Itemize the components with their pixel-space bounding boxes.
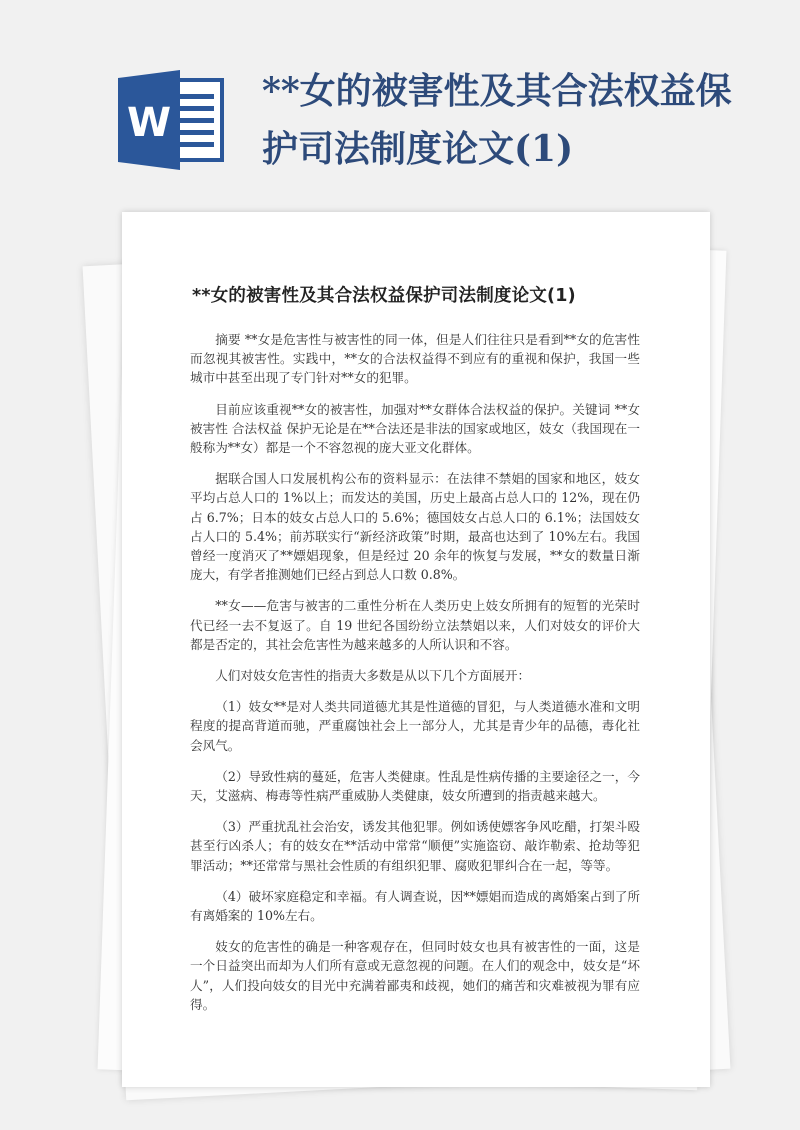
paragraph: 据联合国人口发展机构公布的资料显示：在法律不禁娼的国家和地区，妓女平均占总人口的 1%以上；而发达的美国，历史上最高占总人口的 12%，现在仍占 6.7%；日本的妓女占总人口的 5.6%；德国妓女占总人口的 6.1%；法国妓女占人口的 5.4%；前苏联实行“新经济政策”时期，最高也达到了 10%左右。我国曾经一度消灭了**嫖娼现象，但是经过 20 余年的恢复与发展，**女的数量日渐庞大，有学者推测她们已经占到总人口数 0.8%。 <box>190 471 640 583</box>
document-page <box>122 212 710 1087</box>
document-body <box>190 330 640 1026</box>
paragraph: 摘要 **女是危害性与被害性的同一体，但是人们往往只是看到**女的危害性而忽视其被害性。实践中，**女的合法权益得不到应有的重视和保护，我国一些城市中甚至出现了专门针对**女的犯罪。 <box>190 332 640 386</box>
word-document-icon <box>118 70 228 170</box>
paragraph: **女——危害与被害的二重性分析在人类历史上妓女所拥有的短暂的光荣时代已经一去不复返了。自 19 世纪各国纷纷立法禁娼以来，人们对妓女的评价大都是否定的，其社会危害性为越来越多的人所认识和不容。 <box>190 598 640 652</box>
paragraph: （4）破坏家庭稳定和幸福。有人调查说，因**嫖娼而造成的离婚案占到了所有离婚案的 10%左右。 <box>190 888 640 924</box>
paragraph: 妓女的危害性的确是一种客观存在，但同时妓女也具有被害性的一面，这是一个日益突出而却为人们所有意或无意忽视的问题。在人们的观念中，妓女是“坏人”，人们投向妓女的目光中充满着鄙夷和歧视，她们的痛苦和灾难被视为罪有应得。 <box>190 939 640 1012</box>
paragraph: （1）妓女**是对人类共同道德尤其是性道德的冒犯，与人类道德水准和文明程度的提高背道而驰，严重腐蚀社会上一部分人，尤其是青少年的品德，毒化社会风气。 <box>190 699 640 753</box>
document-title: **女的被害性及其合法权益保护司法制度论文(1) <box>192 286 576 306</box>
paragraph: 人们对妓女危害性的指责大多数是从以下几个方面展开： <box>215 668 531 684</box>
paragraph: （3）严重扰乱社会治安，诱发其他犯罪。例如诱使嫖客争风吃醋，打架斗殴甚至行凶杀人；有的妓女在**活动中常常“顺便”实施盗窃、敲诈勒索、抢劫等犯罪活动；**还常常与黑社会性质的有组织犯罪、腐败犯罪纠合在一起，等等。 <box>190 819 640 873</box>
paragraph: 目前应该重视**女的被害性，加强对**女群体合法权益的保护。关键词 **女 被害性 合法权益 保护无论是在**合法还是非法的国家或地区，妓女（我国现在一般称为**女）都是一个不容忽视的庞大亚文化群体。 <box>190 401 640 456</box>
svg-text:W: W <box>126 100 172 146</box>
header-title: **女的被害性及其合法权益保护司法制度论文(1) <box>262 70 732 170</box>
paragraph: （2）导致性病的蔓延，危害人类健康。性乱是性病传播的主要途径之一，今天，艾滋病、梅毒等性病严重威胁人类健康，妓女所遭到的指责越来越大。 <box>190 768 640 804</box>
